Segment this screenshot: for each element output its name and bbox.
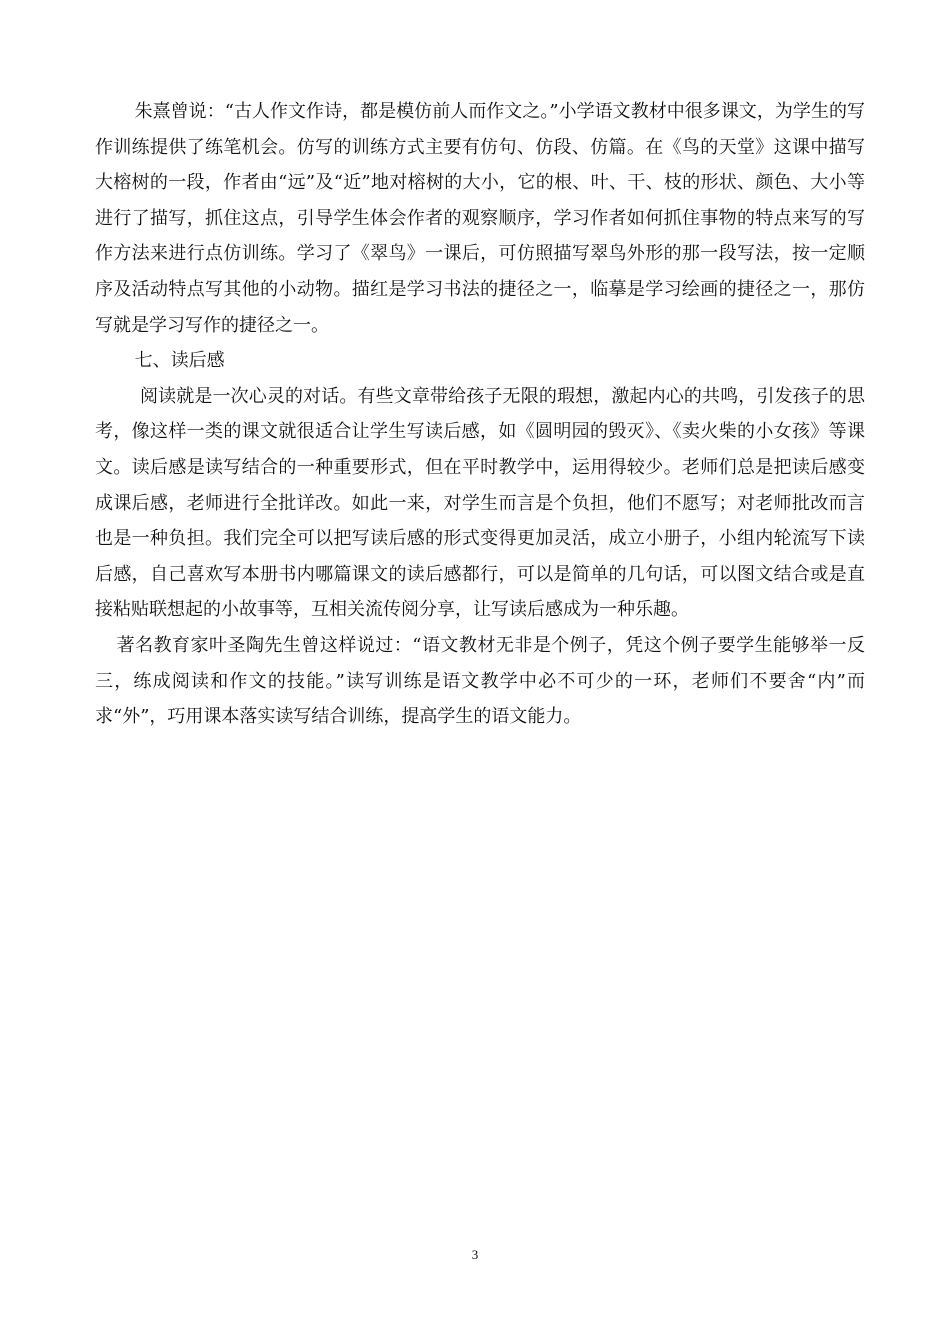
page-number: 3 [471,1247,479,1262]
document-body [95,94,865,735]
paragraph-conclusion: 著名教育家叶圣陶先生曾这样说过：“语文教材无非是个例子，凭这个例子要学生能够举一反三，练成阅读和作文的技能。”读写训练是语文教学中必不可少的一环，老师们不要舍“内”而求“外”，巧用课本落实读写结合训练，提高学生的语文能力。 [95,634,865,728]
section-heading-reading-reflection: 七、读后感 [134,350,225,372]
paragraph-imitation-writing: 朱熹曾说：“古人作文作诗，都是模仿前人而作文之。”小学语文教材中很多课文，为学生的写作训练提供了练笔机会。仿写的训练方式主要有仿句、仿段、仿篇。在《鸟的天堂》这课中描写大榕树的一段，作者由“远”及“近”地对榕树的大小，它的根、叶、干、枝的形状、颜色、大小等进行了描写，抓住这点，引导学生体会作者的观察顺序，学习作者如何抓住事物的特点来写的写作方法来进行点仿训练。学习了《翠鸟》一课后，可仿照描写翠鸟外形的那一段写法，按一定顺序及活动特点写其他的小动物。描红是学习书法的捷径之一，临摹是学习绘画的捷径之一，那仿写就是学习写作的捷径之一。 [95,101,865,336]
paragraph-reading-reflection: 阅读就是一次心灵的对话。有些文章带给孩子无限的瑕想，激起内心的共鸣，引发孩子的思考，像这样一类的课文就很适合让学生写读后感，如《圆明园的毁灭》、《卖火柴的小女孩》等课文。读后感是读写结合的一种重要形式，但在平时教学中，运用得较少。老师们总是把读后感变成课后感，老师进行全批详改。如此一来，对学生而言是个负担，他们不愿写；对老师批改而言也是一种负担。我们完全可以把写读后感的形式变得更加灵活，成立小册子，小组内轮流写下读后感，自己喜欢写本册书内哪篇课文的读后感都行，可以是简单的几句话，可以图文结合或是直接粘贴联想起的小故事等，互相关流传阅分享，让写读后感成为一种乐趣。 [95,385,865,621]
